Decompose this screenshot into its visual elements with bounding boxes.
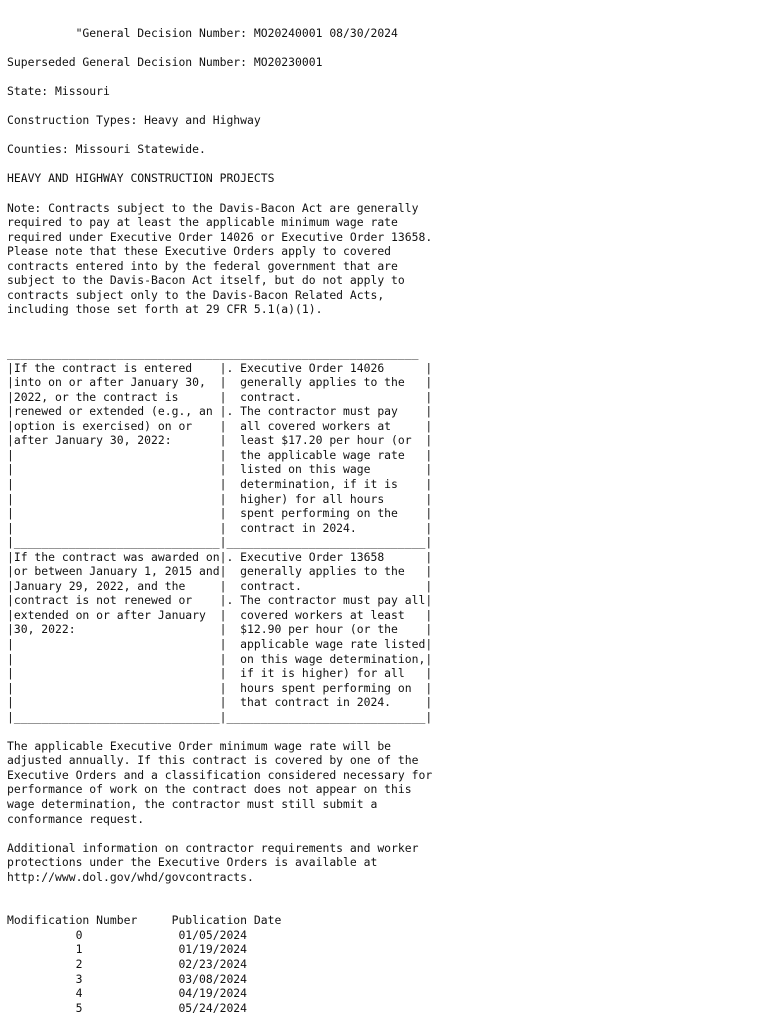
additional-info-paragraph: Additional information on contractor requirements and worker protections under the Executive Orders is available at http://www.dol.gov/whd/govcontracts. xyxy=(7,840,419,884)
executive-order-table: ____________________________________________________________ |If the contract is entered |. Executive Order 14026 | |into on or after January 30, | generally applies to the | |2022, or the contract is | contract. | |renewed or extended (e.g., an |. The contractor must pay | |option is exercised) on or | all covered workers at | |after January 30, 2022: | least $17.20 per hour (or | | | the applicable wage rate | | | listed on this wage | | | determination, if it is | | | higher) for all hours | | | spent performing on the | | | contract in 2024. | |______________________________|_____________________________| |If the contract was awarded on|. Executive Order 13658 | |or between January 1, 2015 and| generally applies to the | |January 29, 2022, and the | contract. | |contract is not renewed or |. The contractor must pay all| |extended on or after January | covered workers at least | |30, 2022: | $12.90 per hour (or the | | | applicable wage rate listed| | | on this wage determination,| | | if it is higher) for all | | | hours spent performing on | | | that contract in 2024. | |______________________________|_____________________________| xyxy=(7,346,433,724)
modification-table-header: Modification Number Publication Date xyxy=(7,913,282,928)
modification-row: 0 01/05/2024 xyxy=(7,927,248,942)
modification-row: 4 04/19/2024 xyxy=(7,986,248,1001)
general-decision-number-line: "General Decision Number: MO20240001 08/30/2024 xyxy=(7,26,398,40)
projects-heading: HEAVY AND HIGHWAY CONSTRUCTION PROJECTS xyxy=(7,171,275,186)
wage-determination-document xyxy=(7,26,432,1015)
modification-row: 1 01/19/2024 xyxy=(7,942,248,957)
modification-row: 5 05/24/2024 xyxy=(7,1000,248,1015)
modification-row: 3 03/08/2024 xyxy=(7,971,248,986)
superseded-decision-number-line: Superseded General Decision Number: MO20230001 xyxy=(7,55,323,70)
davis-bacon-note: Note: Contracts subject to the Davis-Bacon Act are generally required to pay at least the applicable minimum wage rate required under Executive Order 14026 or Executive Order 13658. Please note that these Executive Orders apply to covered contracts entered into by the federal government that are subject to the Davis-Bacon Act itself, but do not apply to contracts subject only to the Davis-Bacon Related Acts, including those set forth at 29 CFR 5.1(a)(1). xyxy=(7,200,433,317)
counties-line: Counties: Missouri Statewide. xyxy=(7,142,206,157)
state-line: State: Missouri xyxy=(7,84,110,99)
modification-row: 2 02/23/2024 xyxy=(7,957,248,971)
wage-adjustment-paragraph: The applicable Executive Order minimum wage rate will be adjusted annually. If this contract is covered by one of the Executive Orders and a classification considered necessary for performance of work on the contract does not appear on this wage determination, the contractor must still submit a conformance request. xyxy=(7,738,433,826)
construction-types-line: Construction Types: Heavy and Highway xyxy=(7,113,261,128)
